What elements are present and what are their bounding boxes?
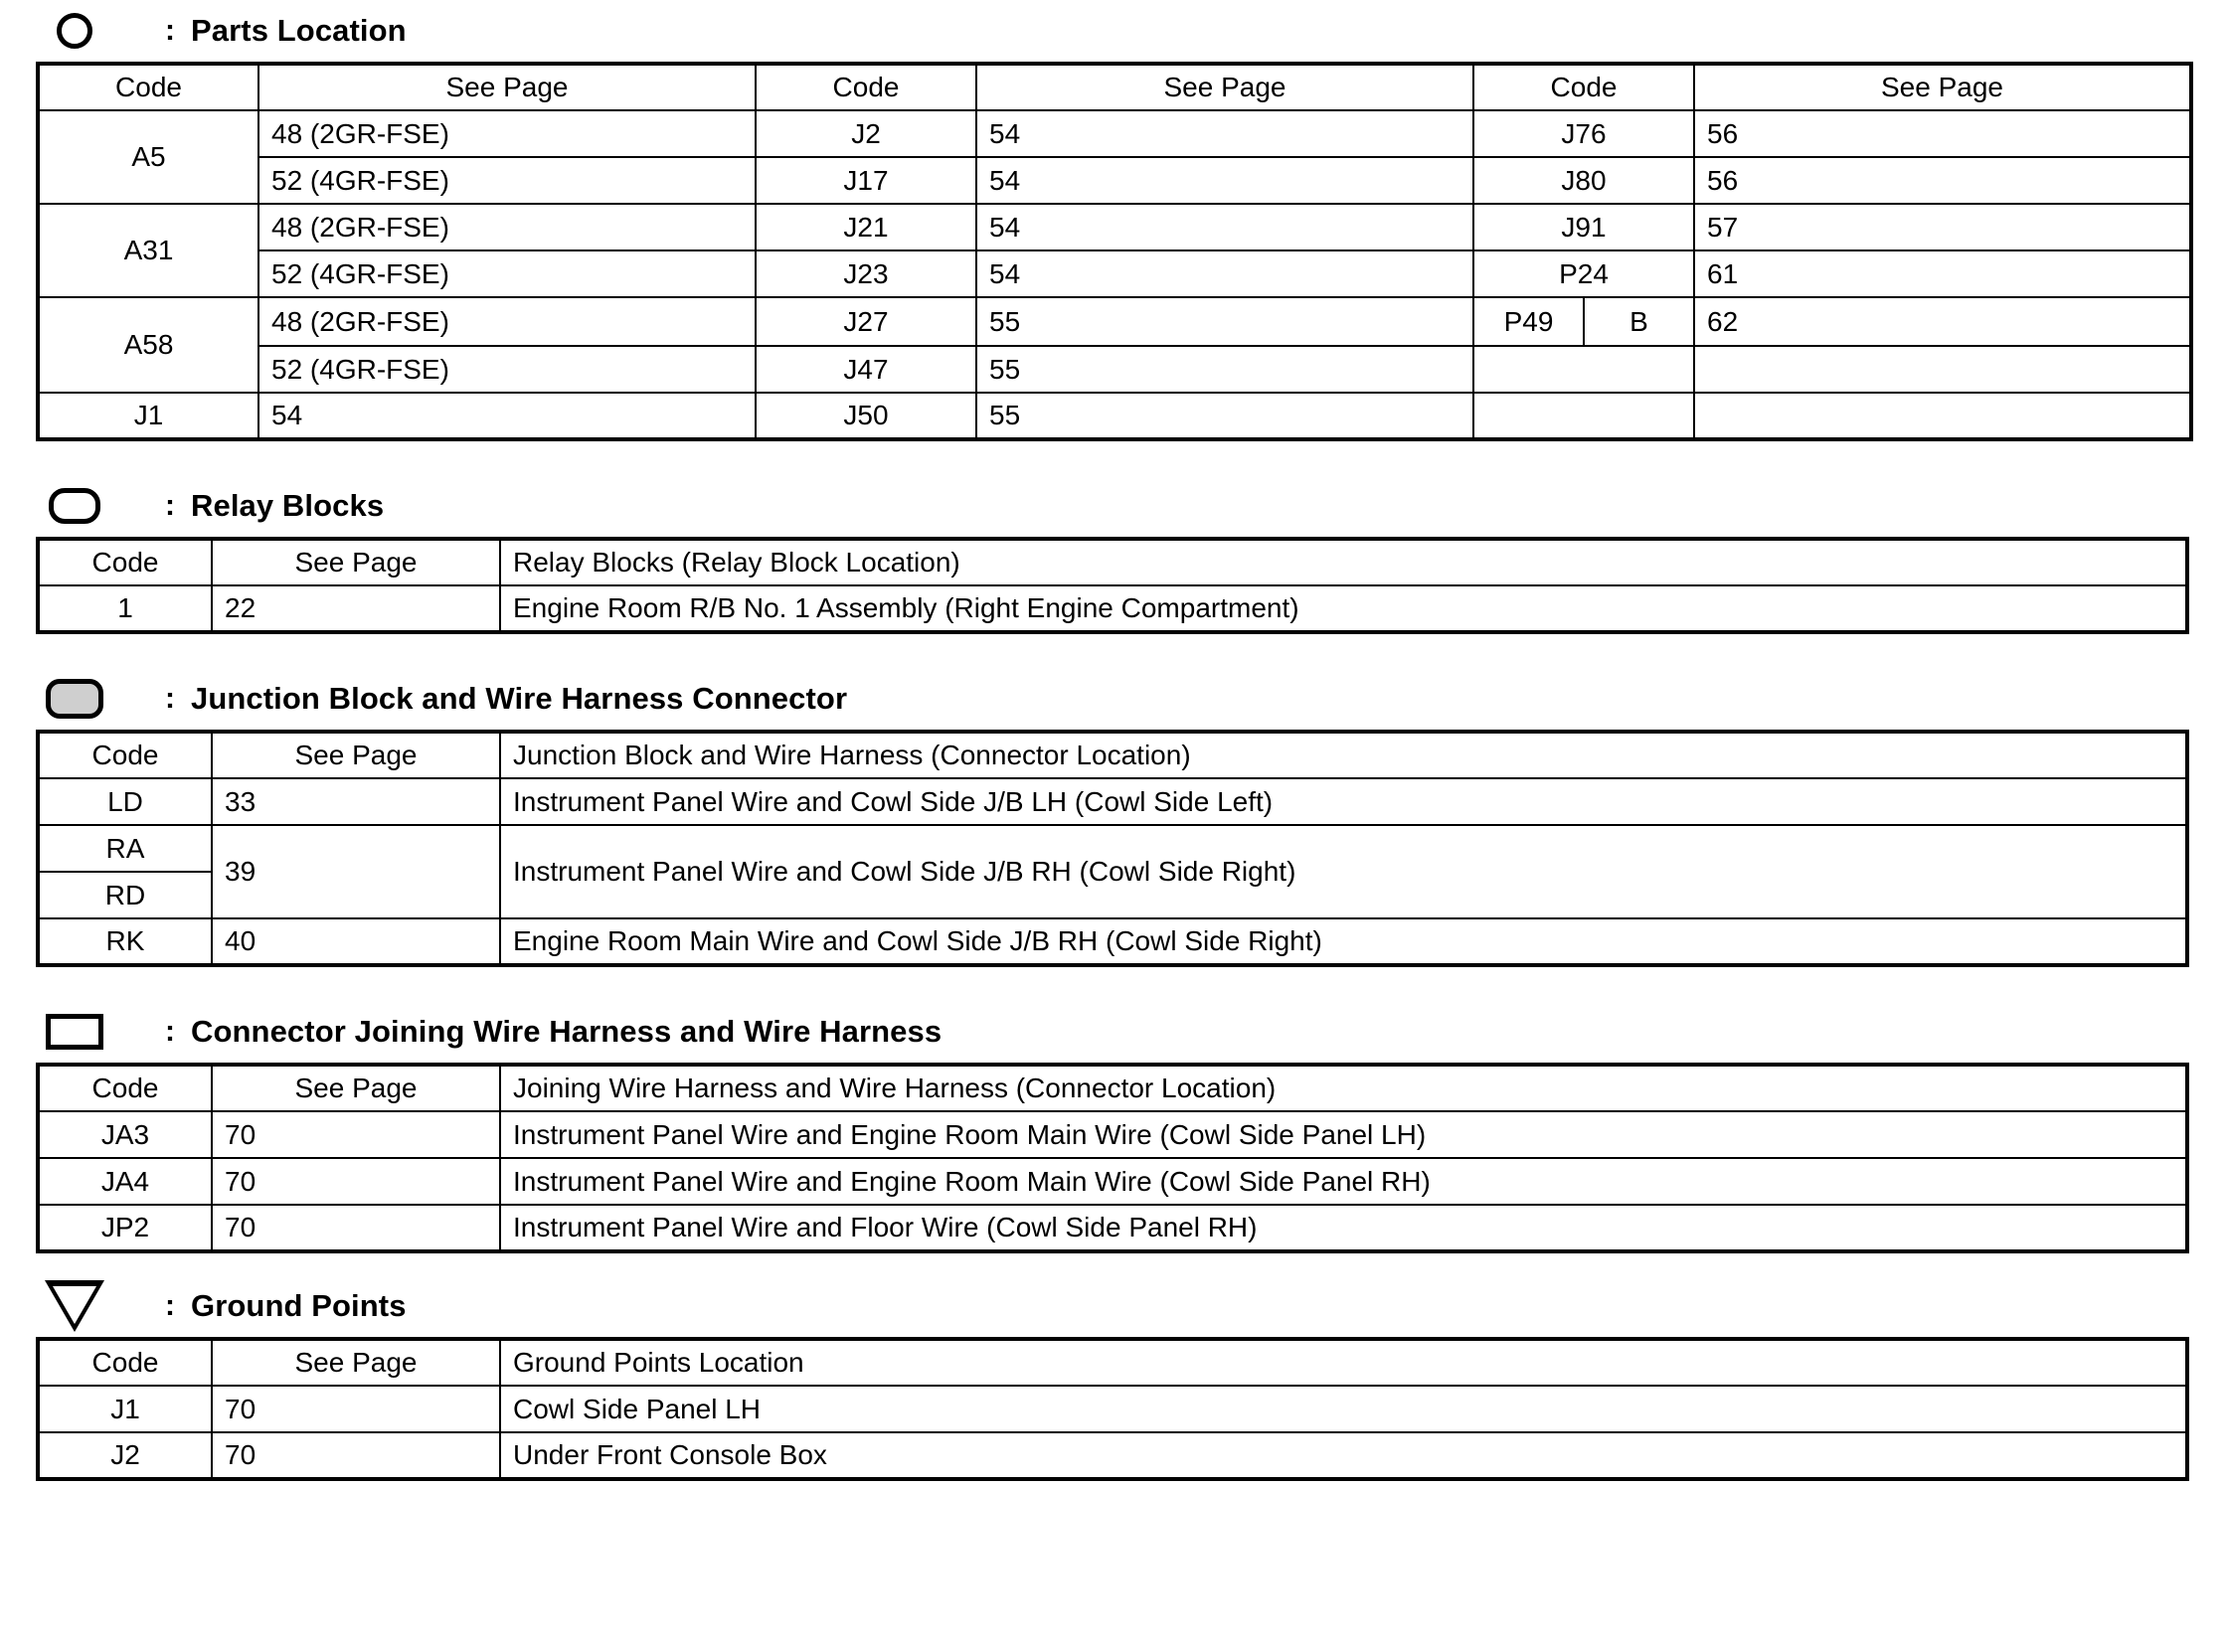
- section-header-ground-points: [0, 1275, 2227, 1337]
- section-colon: :: [165, 1015, 175, 1048]
- col-header-desc: Relay Blocks (Relay Block Location): [500, 539, 2187, 585]
- section-title-junction-block: Junction Block and Wire Harness Connector: [191, 681, 848, 716]
- parts-page: 57: [1694, 204, 2191, 250]
- connector-code: JA3: [38, 1111, 212, 1158]
- parts-page: 55: [976, 297, 1473, 346]
- col-header-page: See Page: [212, 539, 500, 585]
- parts-code: A58: [38, 297, 258, 393]
- parts-code: A5: [38, 110, 258, 204]
- parts-page: [1694, 346, 2191, 393]
- table-row: [38, 1111, 2187, 1158]
- rounded-rect-icon: [0, 488, 149, 524]
- section-colon: :: [165, 489, 175, 522]
- parts-code: J76: [1473, 110, 1694, 157]
- col-header-code: Code: [38, 1065, 212, 1111]
- col-header-code: Code: [38, 732, 212, 778]
- ground-points-table: [36, 1337, 2189, 1481]
- col-header-page: See Page: [212, 732, 500, 778]
- col-header-code-1: Code: [38, 64, 258, 110]
- col-header-desc: Joining Wire Harness and Wire Harness (Connector Location): [500, 1065, 2187, 1111]
- parts-page: 55: [976, 346, 1473, 393]
- table-row: [38, 825, 2187, 872]
- rect-icon: [0, 1014, 149, 1050]
- parts-code: J1: [38, 393, 258, 439]
- table-header-row: [38, 732, 2187, 778]
- relay-desc: Engine Room R/B No. 1 Assembly (Right Engine Compartment): [500, 585, 2187, 632]
- parts-code: P24: [1473, 250, 1694, 297]
- table-row: [38, 1205, 2187, 1251]
- table-header-row: [38, 539, 2187, 585]
- section-title-connector-joining: Connector Joining Wire Harness and Wire Harness: [191, 1014, 942, 1049]
- parts-page: [1694, 393, 2191, 439]
- parts-page: 62: [1694, 297, 2191, 346]
- parts-code: J27: [756, 297, 976, 346]
- section-header-parts-location: [0, 0, 2227, 62]
- table-row: [38, 778, 2187, 825]
- parts-code: J21: [756, 204, 976, 250]
- col-header-page: See Page: [212, 1339, 500, 1386]
- triangle-icon: [0, 1280, 149, 1332]
- parts-page: 52 (4GR-FSE): [258, 250, 756, 297]
- parts-code: J47: [756, 346, 976, 393]
- parts-code-sub: B: [1584, 298, 1693, 345]
- table-header-row: [38, 64, 2191, 110]
- section-title-parts-location: Parts Location: [191, 13, 407, 48]
- connector-joining-table: [36, 1063, 2189, 1253]
- junction-block-table: [36, 730, 2189, 967]
- col-header-page-1: See Page: [258, 64, 756, 110]
- parts-code: J23: [756, 250, 976, 297]
- ground-page: 70: [212, 1386, 500, 1432]
- section-title-relay-blocks: Relay Blocks: [191, 488, 385, 523]
- connector-code: JP2: [38, 1205, 212, 1251]
- parts-code: A31: [38, 204, 258, 297]
- parts-location-table: [36, 62, 2193, 441]
- junction-page: 40: [212, 918, 500, 965]
- table-header-row: [38, 1339, 2187, 1386]
- parts-page: 56: [1694, 157, 2191, 204]
- col-header-code-3: Code: [1473, 64, 1694, 110]
- col-header-code-2: Code: [756, 64, 976, 110]
- parts-code: J17: [756, 157, 976, 204]
- ground-page: 70: [212, 1432, 500, 1479]
- connector-page: 70: [212, 1205, 500, 1251]
- connector-desc: Instrument Panel Wire and Engine Room Main Wire (Cowl Side Panel LH): [500, 1111, 2187, 1158]
- table-row: [38, 204, 2191, 250]
- junction-code: RA: [38, 825, 212, 872]
- col-header-code: Code: [38, 1339, 212, 1386]
- junction-desc: Instrument Panel Wire and Cowl Side J/B RH (Cowl Side Right): [500, 825, 2187, 918]
- col-header-desc: Ground Points Location: [500, 1339, 2187, 1386]
- junction-page: 39: [212, 825, 500, 918]
- table-row: [38, 1386, 2187, 1432]
- parts-code: [1473, 346, 1694, 393]
- parts-page: 54: [258, 393, 756, 439]
- table-header-row: [38, 1065, 2187, 1111]
- parts-code-split: [1473, 297, 1694, 346]
- section-colon: :: [165, 14, 175, 47]
- relay-page: 22: [212, 585, 500, 632]
- table-row: [38, 250, 2191, 297]
- table-row: [38, 918, 2187, 965]
- parts-code: J91: [1473, 204, 1694, 250]
- parts-code: J80: [1473, 157, 1694, 204]
- section-header-connector-joining: [0, 1001, 2227, 1063]
- parts-page: 54: [976, 110, 1473, 157]
- table-row: [38, 157, 2191, 204]
- connector-code: JA4: [38, 1158, 212, 1205]
- section-header-junction-block: [0, 668, 2227, 730]
- parts-code: [1473, 393, 1694, 439]
- circle-icon: [0, 13, 149, 49]
- table-row: [38, 1158, 2187, 1205]
- parts-code: J2: [756, 110, 976, 157]
- parts-page: 52 (4GR-FSE): [258, 346, 756, 393]
- parts-page: 56: [1694, 110, 2191, 157]
- parts-page: 61: [1694, 250, 2191, 297]
- section-header-relay-blocks: [0, 475, 2227, 537]
- parts-page: 54: [976, 250, 1473, 297]
- junction-desc: Engine Room Main Wire and Cowl Side J/B RH (Cowl Side Right): [500, 918, 2187, 965]
- filled-rounded-rect-icon: [0, 679, 149, 719]
- table-row: [38, 110, 2191, 157]
- ground-desc: Cowl Side Panel LH: [500, 1386, 2187, 1432]
- parts-page: 54: [976, 204, 1473, 250]
- relay-code: 1: [38, 585, 212, 632]
- ground-desc: Under Front Console Box: [500, 1432, 2187, 1479]
- connector-page: 70: [212, 1158, 500, 1205]
- parts-code: P49: [1503, 305, 1554, 337]
- col-header-page-2: See Page: [976, 64, 1473, 110]
- junction-code: LD: [38, 778, 212, 825]
- table-row: [38, 585, 2187, 632]
- junction-desc: Instrument Panel Wire and Cowl Side J/B LH (Cowl Side Left): [500, 778, 2187, 825]
- table-row: [38, 1432, 2187, 1479]
- parts-page: 52 (4GR-FSE): [258, 157, 756, 204]
- col-header-page: See Page: [212, 1065, 500, 1111]
- section-colon: :: [165, 1289, 175, 1322]
- ground-code: J1: [38, 1386, 212, 1432]
- parts-page: 48 (2GR-FSE): [258, 297, 756, 346]
- col-header-desc: Junction Block and Wire Harness (Connector Location): [500, 732, 2187, 778]
- table-row: [38, 393, 2191, 439]
- col-header-code: Code: [38, 539, 212, 585]
- section-colon: :: [165, 682, 175, 715]
- junction-page: 33: [212, 778, 500, 825]
- col-header-page-3: See Page: [1694, 64, 2191, 110]
- junction-code: RK: [38, 918, 212, 965]
- parts-page: 55: [976, 393, 1473, 439]
- connector-desc: Instrument Panel Wire and Engine Room Main Wire (Cowl Side Panel RH): [500, 1158, 2187, 1205]
- parts-page: 54: [976, 157, 1473, 204]
- parts-page: 48 (2GR-FSE): [258, 204, 756, 250]
- table-row: [38, 346, 2191, 393]
- relay-blocks-table: [36, 537, 2189, 634]
- parts-page: 48 (2GR-FSE): [258, 110, 756, 157]
- connector-page: 70: [212, 1111, 500, 1158]
- junction-code: RD: [38, 872, 212, 918]
- parts-code: J50: [756, 393, 976, 439]
- connector-desc: Instrument Panel Wire and Floor Wire (Cowl Side Panel RH): [500, 1205, 2187, 1251]
- table-row: [38, 297, 2191, 346]
- ground-code: J2: [38, 1432, 212, 1479]
- section-title-ground-points: Ground Points: [191, 1288, 407, 1323]
